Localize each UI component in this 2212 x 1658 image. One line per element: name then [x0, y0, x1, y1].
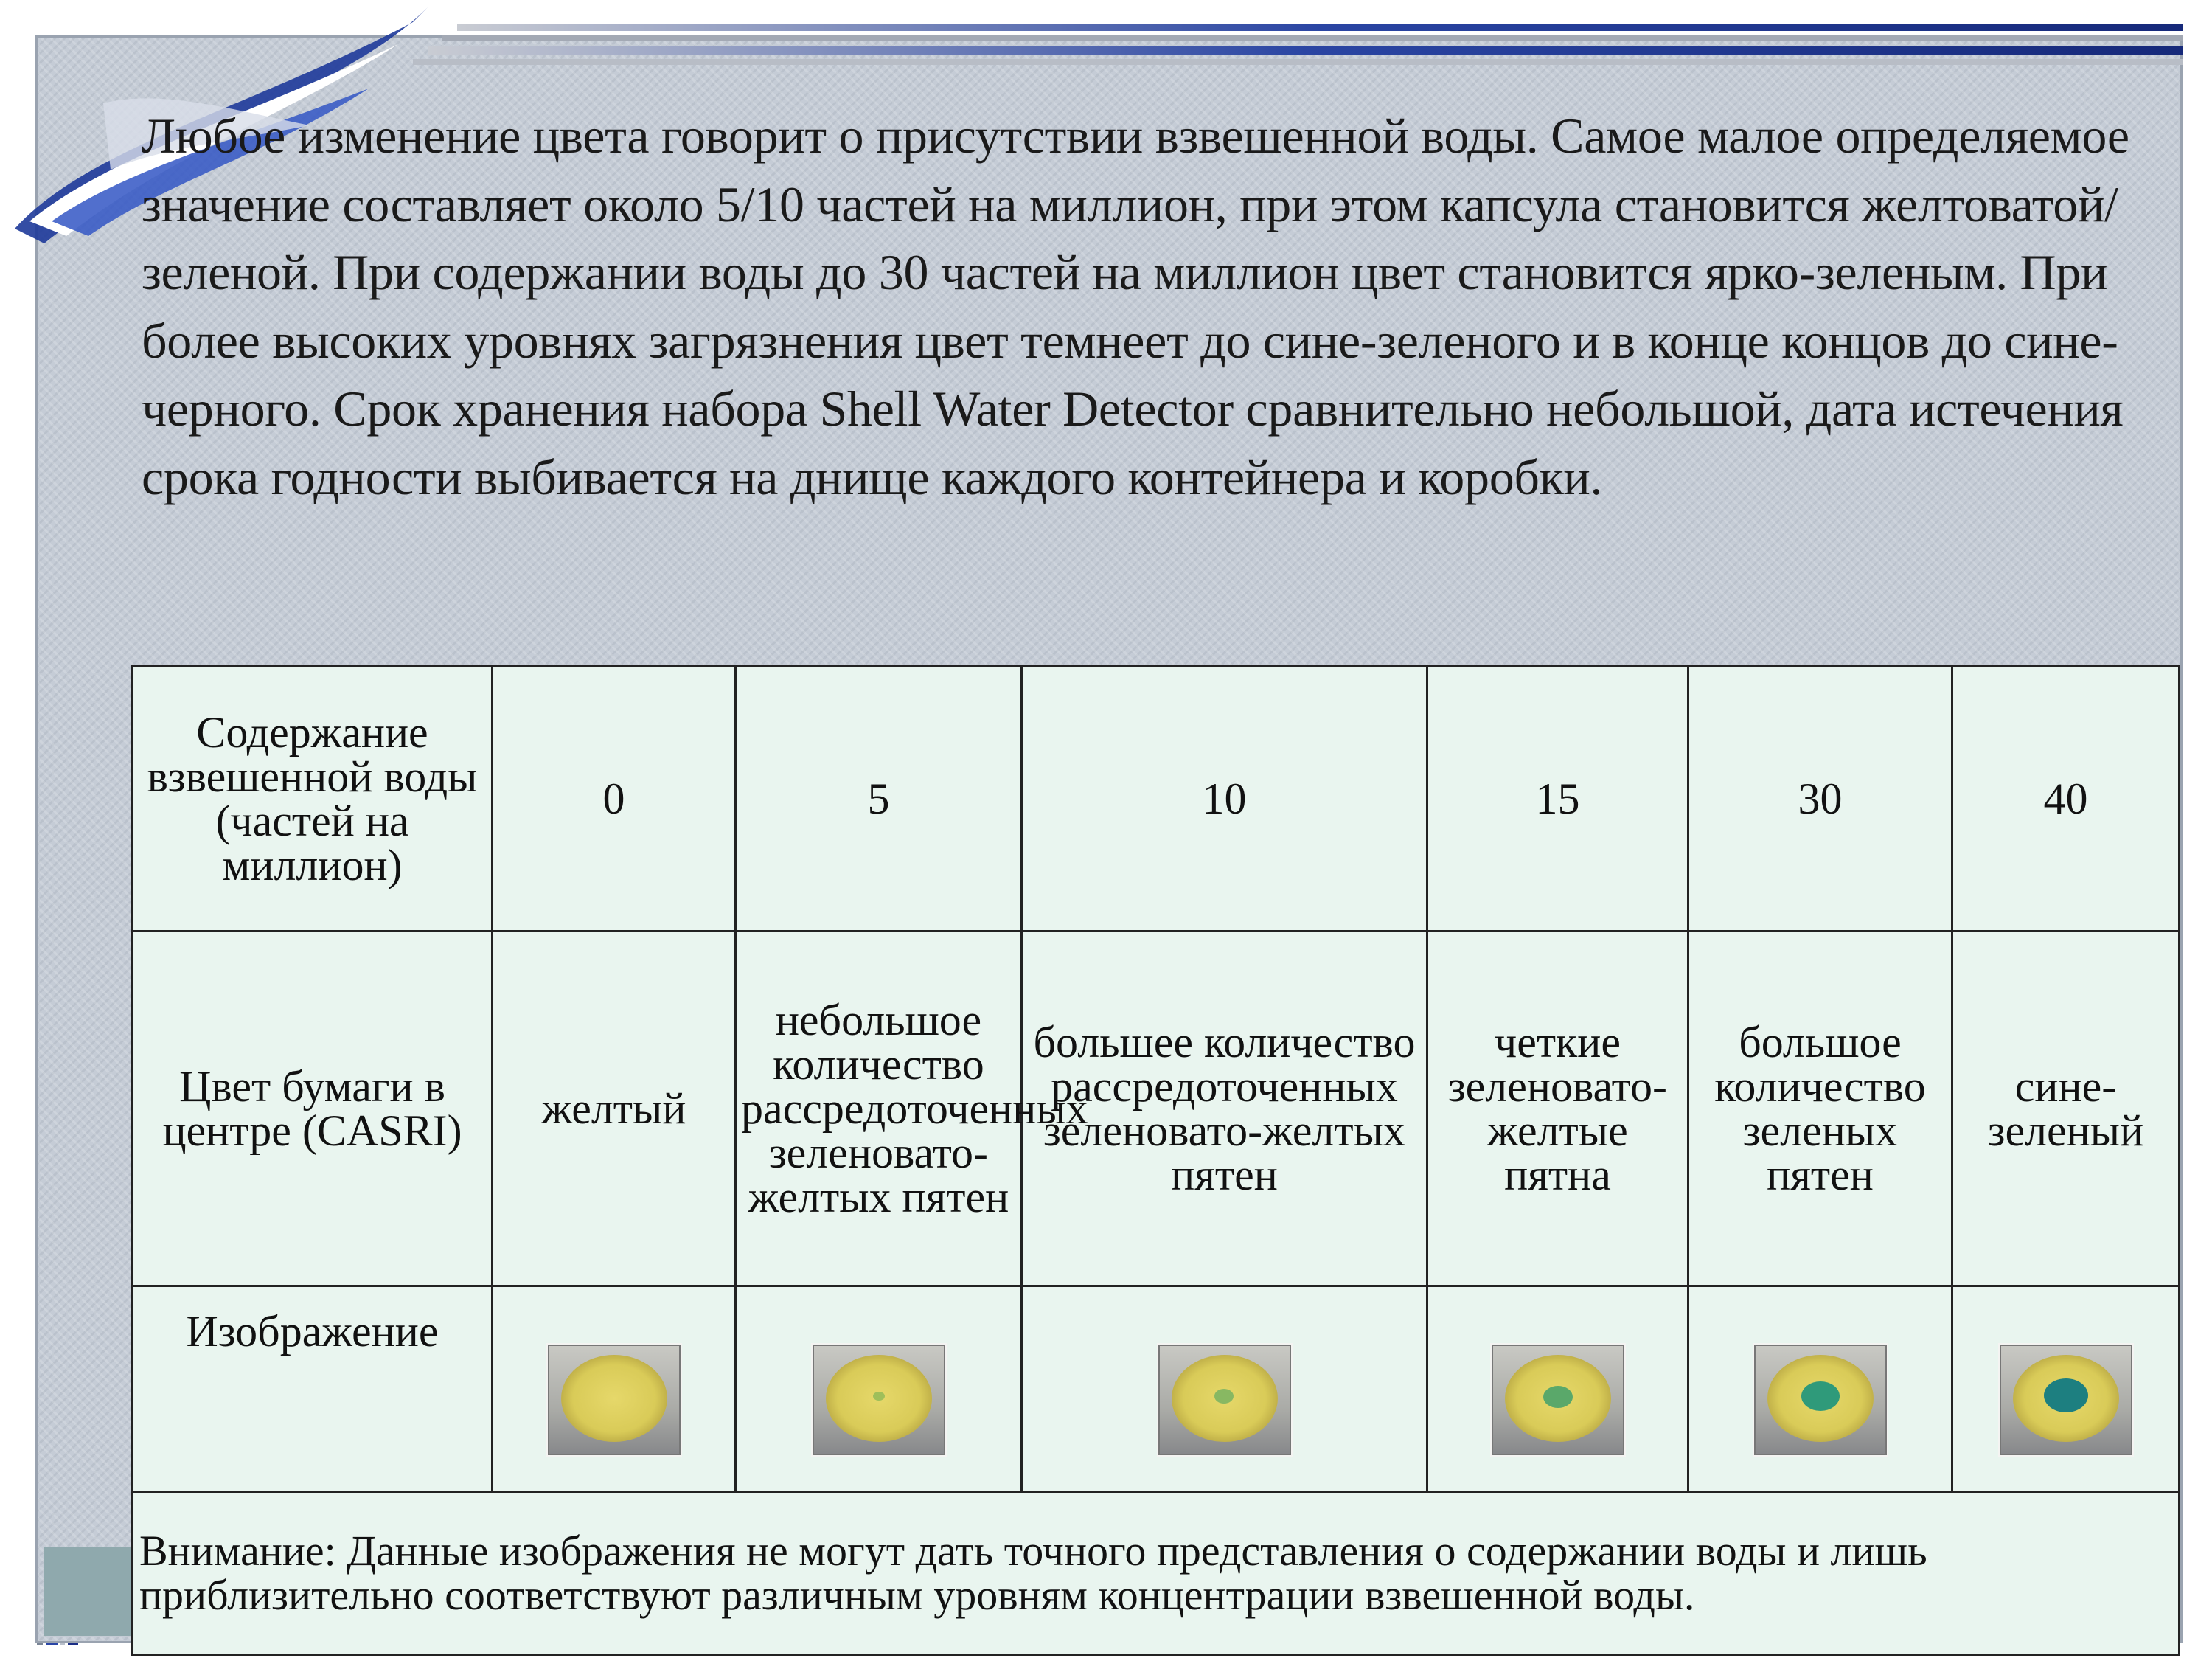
- table-row: [133, 932, 2180, 1286]
- row-header-paper-color: Цвет бумаги в центре (CASRI): [133, 932, 493, 1286]
- capsule-image: [1157, 1343, 1293, 1457]
- color-cell: сине-зеленый: [1952, 932, 2180, 1286]
- capsule-image: [1490, 1343, 1626, 1457]
- image-cell: [493, 1286, 736, 1492]
- note-text: Внимание: Данные изображения не могут дать точного представления о содержании воды и лишь приблизительно соответствуют различным уровням концентрации взвешенной воды.: [133, 1492, 2180, 1655]
- row-header-image: Изображение: [133, 1286, 493, 1492]
- decorative-block: [44, 1547, 133, 1636]
- intro-paragraph: Любое изменение цвета говорит о присутствии взвешенной воды. Самое малое определяемое значение составляет около 5/10 частей на миллион, при этом капсула становится желтоватой/зеленой. При содержании воды до 30 частей на миллион цвет становится ярко-зеленым. При более высоких уровнях загрязнения цвет темнеет до сине-зеленого и в конце концов до сине-черного. Срок хранения набора Shell Water Detector сравнительно небольшой, дата истечения срока годности выбивается на днище каждого контейнера и коробки.: [142, 108, 2129, 505]
- image-cell: [1022, 1286, 1427, 1492]
- capsule-image: [1753, 1343, 1888, 1457]
- table-row: [133, 1492, 2180, 1655]
- value-cell: 5: [736, 667, 1022, 932]
- value-cell: 0: [493, 667, 736, 932]
- image-cell: [1952, 1286, 2180, 1492]
- image-cell: [1688, 1286, 1952, 1492]
- color-cell: небольшое количество рассредоточенных зеленовато-желтых пятен: [736, 932, 1022, 1286]
- water-content-table: [131, 665, 2180, 1656]
- value-cell: 10: [1022, 667, 1427, 932]
- table-row: [133, 1286, 2180, 1492]
- color-cell: четкие зеленовато-желтые пятна: [1427, 932, 1688, 1286]
- value-cell: 30: [1688, 667, 1952, 932]
- top-decorative-stripes: [413, 22, 2183, 74]
- image-cell: [736, 1286, 1022, 1492]
- color-cell: большее количество рассредоточенных зеленовато-желтых пятен: [1022, 932, 1427, 1286]
- image-cell: [1427, 1286, 1688, 1492]
- row-header-water-content: Содержание взвешенной воды (частей на миллион): [133, 667, 493, 932]
- value-cell: 15: [1427, 667, 1688, 932]
- color-cell: большое количество зеленых пятен: [1688, 932, 1952, 1286]
- value-cell: 40: [1952, 667, 2180, 932]
- capsule-image: [811, 1343, 947, 1457]
- blue-green-capsule-image: [1998, 1343, 2134, 1457]
- table-row: [133, 667, 2180, 932]
- yellow-capsule-image: [546, 1343, 682, 1457]
- color-cell: желтый: [493, 932, 736, 1286]
